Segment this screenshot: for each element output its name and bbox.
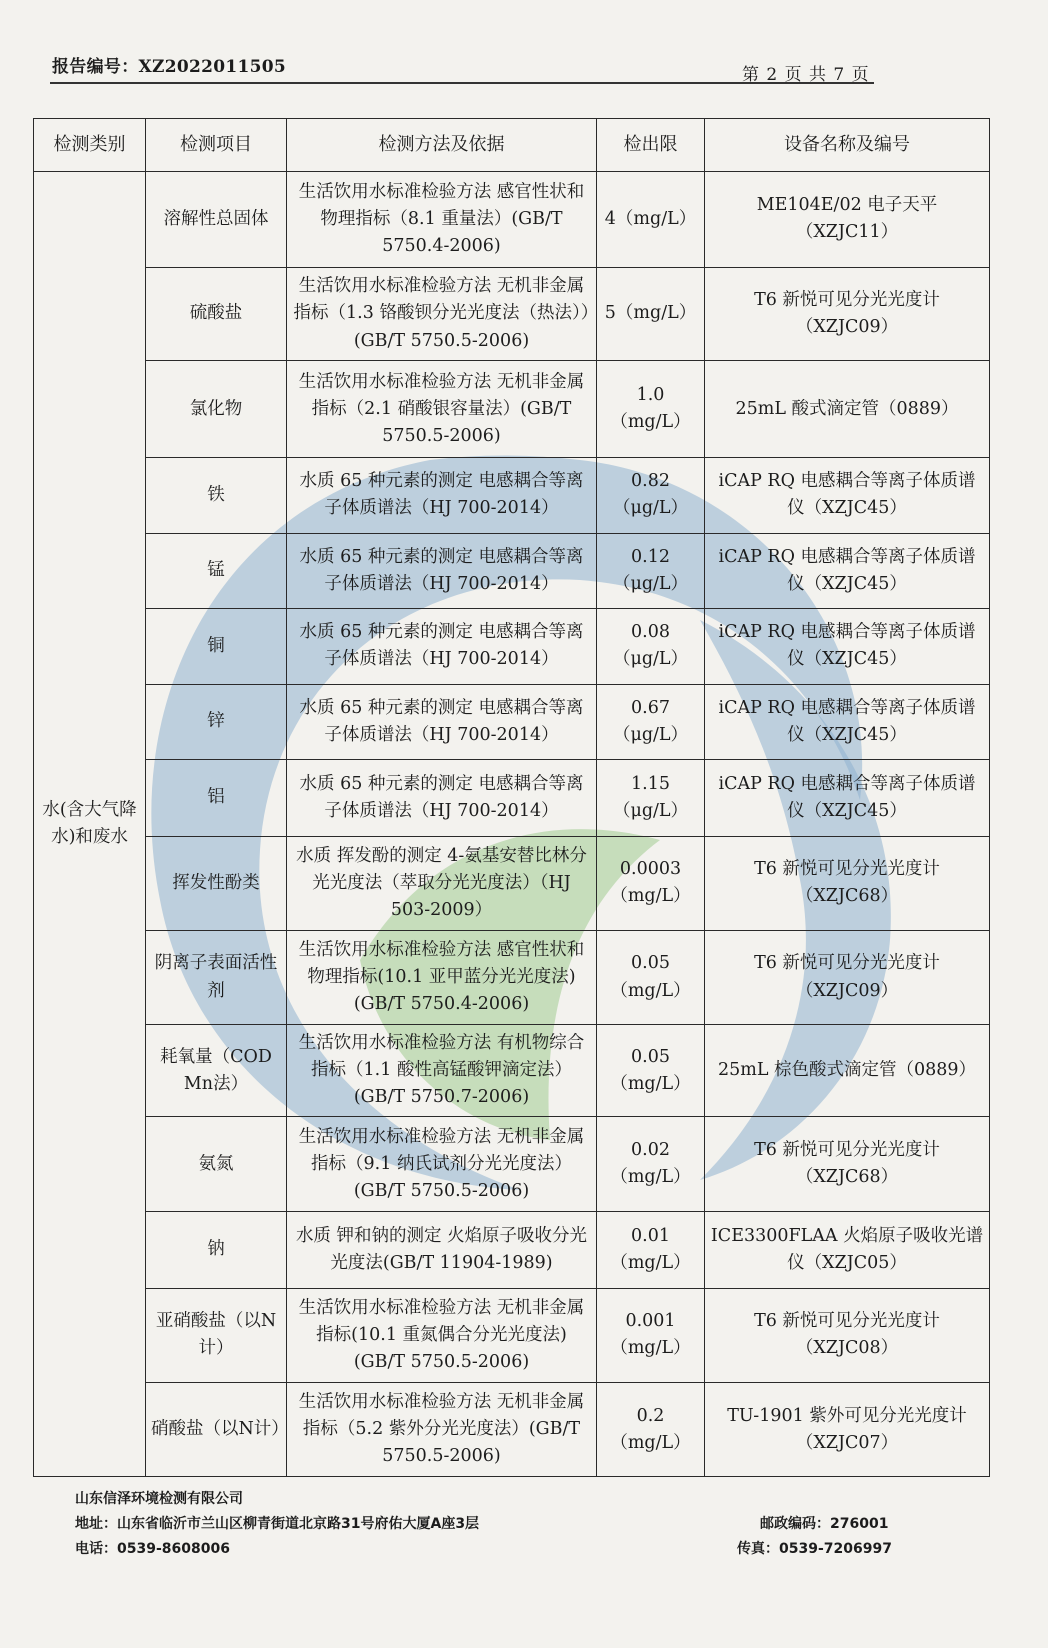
- test-item-cell: 铝: [146, 760, 287, 837]
- postal-code: 邮政编码：276001: [760, 1516, 889, 1532]
- table-row: [34, 458, 990, 534]
- equipment-cell: 25mL 酸式滴定管（0889）: [705, 361, 990, 458]
- table-row: [34, 1212, 990, 1289]
- test-item-cell: 亚硝酸盐（以N计）: [146, 1288, 287, 1383]
- test-item-cell: 氨氮: [146, 1117, 287, 1212]
- test-item-cell: 铁: [146, 458, 287, 534]
- detection-limit-cell: 0.05（mg/L）: [597, 931, 705, 1025]
- table-row: [34, 172, 990, 268]
- company-address: 地址：山东省临沂市兰山区柳青街道北京路31号府佑大厦A座3层: [75, 1516, 480, 1532]
- detection-limit-cell: 0.0003（mg/L）: [597, 836, 705, 931]
- equipment-cell: TU-1901 紫外可见分光光度计（XZJC07）: [705, 1383, 990, 1477]
- equipment-cell: iCAP RQ 电感耦合等离子体质谱仪（XZJC45）: [705, 760, 990, 837]
- method-cell: 水质 65 种元素的测定 电感耦合等离子体质谱法（HJ 700-2014）: [287, 684, 597, 760]
- table-body: [34, 172, 990, 1477]
- detection-limit-cell: 0.2（mg/L）: [597, 1383, 705, 1477]
- header-divider: [50, 82, 874, 84]
- equipment-cell: T6 新悦可见分光光度计（XZJC09）: [705, 267, 990, 361]
- detection-limit-cell: 4（mg/L）: [597, 172, 705, 268]
- equipment-cell: T6 新悦可见分光光度计（XZJC68）: [705, 836, 990, 931]
- method-cell: 水质 钾和钠的测定 火焰原子吸收分光光度法(GB/T 11904-1989): [287, 1212, 597, 1289]
- method-cell: 生活饮用水标准检验方法 感官性状和物理指标（8.1 重量法）(GB/T 5750.4-2006): [287, 172, 597, 268]
- table-row: [34, 836, 990, 931]
- table-row: [34, 1383, 990, 1477]
- header-equipment: 设备名称及编号: [705, 119, 990, 172]
- method-cell: 水质 65 种元素的测定 电感耦合等离子体质谱法（HJ 700-2014）: [287, 458, 597, 534]
- equipment-cell: ICE3300FLAA 火焰原子吸收光谱仪（XZJC05）: [705, 1212, 990, 1289]
- table-row: [34, 931, 990, 1025]
- company-phone: 电话：0539-8608006: [75, 1541, 230, 1557]
- detection-limit-cell: 0.67（μg/L）: [597, 684, 705, 760]
- table-row: [34, 361, 990, 458]
- equipment-cell: iCAP RQ 电感耦合等离子体质谱仪（XZJC45）: [705, 609, 990, 685]
- test-item-cell: 耗氧量（COD Mn法）: [146, 1024, 287, 1117]
- table-row: [34, 609, 990, 685]
- detection-limit-cell: 0.08（μg/L）: [597, 609, 705, 685]
- table-row: [34, 267, 990, 361]
- detection-limit-cell: 0.02（mg/L）: [597, 1117, 705, 1212]
- detection-limit-cell: 0.12（μg/L）: [597, 533, 705, 609]
- method-cell: 生活饮用水标准检验方法 有机物综合指标（1.1 酸性高锰酸钾滴定法）(GB/T 5750.7-2006): [287, 1024, 597, 1117]
- test-method-table: [33, 118, 990, 1477]
- method-cell: 水质 65 种元素的测定 电感耦合等离子体质谱法（HJ 700-2014）: [287, 609, 597, 685]
- detection-limit-cell: 0.01（mg/L）: [597, 1212, 705, 1289]
- test-item-cell: 钠: [146, 1212, 287, 1289]
- test-item-cell: 锰: [146, 533, 287, 609]
- table-header-row: [34, 119, 990, 172]
- detection-limit-cell: 5（mg/L）: [597, 267, 705, 361]
- test-item-cell: 铜: [146, 609, 287, 685]
- header-method: 检测方法及依据: [287, 119, 597, 172]
- equipment-cell: 25mL 棕色酸式滴定管（0889）: [705, 1024, 990, 1117]
- table-row: [34, 1024, 990, 1117]
- method-cell: 生活饮用水标准检验方法 无机非金属指标（9.1 纳氏试剂分光光度法）(GB/T 5750.5-2006): [287, 1117, 597, 1212]
- table-row: [34, 1288, 990, 1383]
- equipment-cell: T6 新悦可见分光光度计（XZJC08）: [705, 1288, 990, 1383]
- method-cell: 生活饮用水标准检验方法 无机非金属指标（5.2 紫外分光光度法）(GB/T 5750.5-2006): [287, 1383, 597, 1477]
- test-item-cell: 挥发性酚类: [146, 836, 287, 931]
- equipment-cell: iCAP RQ 电感耦合等离子体质谱仪（XZJC45）: [705, 684, 990, 760]
- detection-limit-cell: 0.05（mg/L）: [597, 1024, 705, 1117]
- method-cell: 生活饮用水标准检验方法 无机非金属指标(10.1 重氮偶合分光光度法) (GB/T 5750.5-2006): [287, 1288, 597, 1383]
- report-number: 报告编号：XZ2022011505: [52, 57, 286, 77]
- page-indicator: 第 2 页 共 7 页: [742, 65, 870, 85]
- equipment-cell: T6 新悦可见分光光度计（XZJC68）: [705, 1117, 990, 1212]
- test-item-cell: 阴离子表面活性剂: [146, 931, 287, 1025]
- company-fax: 传真：0539-7206997: [737, 1541, 892, 1557]
- method-cell: 生活饮用水标准检验方法 无机非金属指标（2.1 硝酸银容量法）(GB/T 5750.5-2006): [287, 361, 597, 458]
- test-item-cell: 硫酸盐: [146, 267, 287, 361]
- equipment-cell: T6 新悦可见分光光度计（XZJC09）: [705, 931, 990, 1025]
- company-name: 山东信泽环境检测有限公司: [75, 1491, 243, 1507]
- method-cell: 生活饮用水标准检验方法 感官性状和物理指标(10.1 亚甲蓝分光光度法) (GB/T 5750.4-2006): [287, 931, 597, 1025]
- detection-limit-cell: 1.15（μg/L）: [597, 760, 705, 837]
- category-cell: 水(含大气降水)和废水: [34, 172, 146, 1477]
- test-item-cell: 锌: [146, 684, 287, 760]
- method-cell: 生活饮用水标准检验方法 无机非金属指标（1.3 铬酸钡分光光度法（热法））(GB/T 5750.5-2006): [287, 267, 597, 361]
- equipment-cell: iCAP RQ 电感耦合等离子体质谱仪（XZJC45）: [705, 533, 990, 609]
- header-category: 检测类别: [34, 119, 146, 172]
- test-item-cell: 氯化物: [146, 361, 287, 458]
- equipment-cell: ME104E/02 电子天平（XZJC11）: [705, 172, 990, 268]
- detection-limit-cell: 0.001（mg/L）: [597, 1288, 705, 1383]
- table-row: [34, 760, 990, 837]
- header-item: 检测项目: [146, 119, 287, 172]
- method-cell: 水质 挥发酚的测定 4-氨基安替比林分光光度法（萃取分光光度法）（HJ 503-2009）: [287, 836, 597, 931]
- header-limit: 检出限: [597, 119, 705, 172]
- method-cell: 水质 65 种元素的测定 电感耦合等离子体质谱法（HJ 700-2014）: [287, 533, 597, 609]
- table-row: [34, 684, 990, 760]
- test-item-cell: 硝酸盐（以N计）: [146, 1383, 287, 1477]
- equipment-cell: iCAP RQ 电感耦合等离子体质谱仪（XZJC45）: [705, 458, 990, 534]
- detection-limit-cell: 0.82（μg/L）: [597, 458, 705, 534]
- table-row: [34, 533, 990, 609]
- detection-limit-cell: 1.0（mg/L）: [597, 361, 705, 458]
- table-row: [34, 1117, 990, 1212]
- test-item-cell: 溶解性总固体: [146, 172, 287, 268]
- method-cell: 水质 65 种元素的测定 电感耦合等离子体质谱法（HJ 700-2014）: [287, 760, 597, 837]
